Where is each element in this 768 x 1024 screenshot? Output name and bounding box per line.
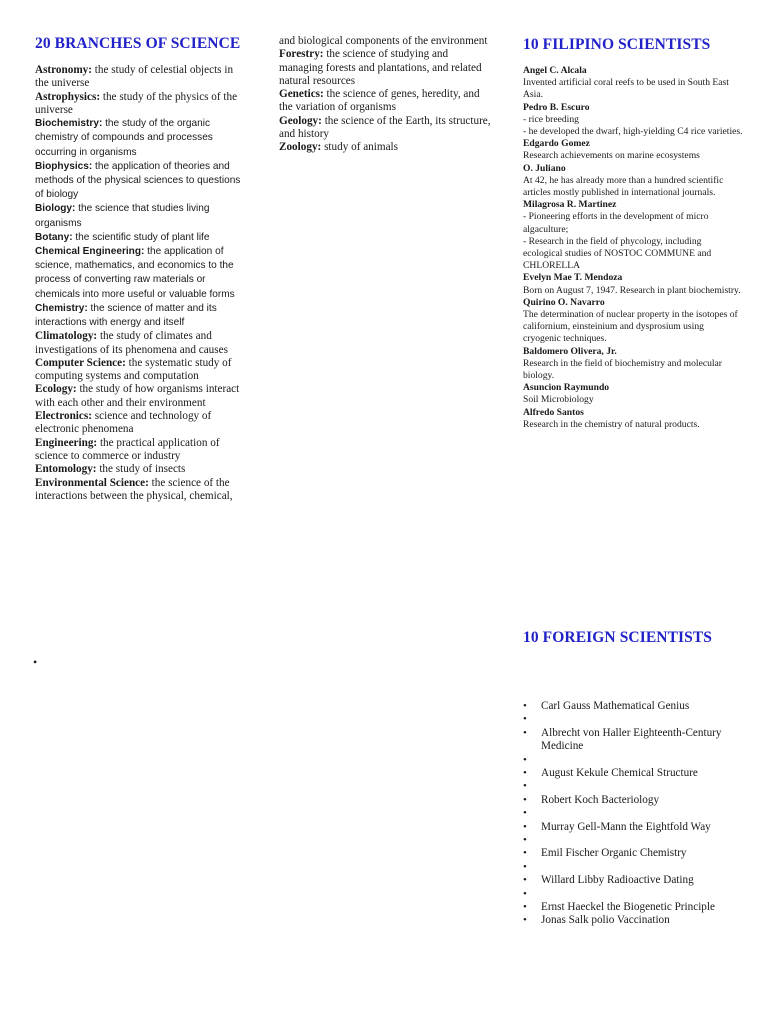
branch-entry [279, 88, 494, 115]
scientist-description: - he developed the dwarf, high-yielding C4 rice varieties. [523, 126, 743, 138]
filipino-list [523, 65, 743, 431]
branch-entry [35, 463, 247, 476]
foreign-scientist-item: • Carl Gauss Mathematical Genius [523, 700, 743, 713]
branch-entry [35, 202, 247, 230]
branch-term: Engineering: [35, 436, 98, 449]
branch-term: Zoology: [279, 141, 322, 154]
branch-term: Electronics: [35, 410, 92, 423]
scientist-description: Born on August 7, 1947. Research in plant biochemistry. [523, 284, 741, 296]
scientist-description: Soil Microbiology [523, 394, 594, 406]
scientist-description: Invented artificial coral reefs to be used in South East Asia. [523, 77, 729, 101]
branch-entry [35, 160, 247, 203]
branch-entry [35, 357, 247, 384]
empty-bullet-item [523, 807, 743, 820]
branch-term: Biology: [35, 203, 76, 215]
branch-definition: the science of the Earth, its structure, and history [279, 114, 491, 141]
branches-column-2 [279, 35, 494, 155]
branch-entry [279, 115, 494, 142]
branch-definition: the application of science, mathematics, and economics to the process of converting raw materials or chemicals into more useful or valuable forms [35, 246, 235, 300]
branch-term: Climatology: [35, 330, 98, 343]
branch-term: Biochemistry: [35, 118, 103, 130]
scientist-description: - rice breeding [523, 113, 579, 125]
branch-definition: the study of climates and investigations of its phenomena and causes [35, 330, 228, 356]
branch-definition: the science of genes, heredity, and the variation of organisms [279, 88, 480, 114]
branch-entry [35, 64, 247, 91]
scientist-name: Edgardo Gomez [523, 138, 590, 150]
branch-entry [35, 477, 247, 504]
branch-term: Botany: [35, 231, 73, 243]
branches-list-continued [279, 48, 494, 154]
scientist-description: - Research in the field of phycology, including ecological studies of NOSTOC COMMUNE and CHLORELLA [523, 235, 712, 272]
branch-term: Chemical Engineering: [35, 246, 145, 258]
branch-term: Forestry: [279, 48, 324, 61]
branch-entry [279, 48, 494, 88]
branch-definition: the study of the physics of the universe [35, 90, 238, 116]
branch-definition: the science that studies living organisms [35, 203, 210, 229]
branch-entry [35, 302, 247, 330]
branches-list [35, 64, 247, 503]
foreign-scientist-item: • Ernst Haeckel the Biogenetic Principle [523, 901, 743, 914]
branch-definition: the study of the organic chemistry of compounds and processes occurring in organisms [35, 118, 213, 158]
scientist-description: Research achievements on marine ecosystems [523, 150, 700, 162]
scientist-name: O. Juliano [523, 162, 566, 174]
branch-definition: the science of matter and its interactions with energy and itself [35, 302, 217, 329]
empty-bullet-item [523, 713, 743, 726]
scientist-description: - Pioneering efforts in the development of micro algaculture; [523, 211, 709, 235]
branch-term: Environmental Science: [35, 476, 149, 489]
branch-entry [35, 383, 247, 410]
branch-entry [35, 410, 247, 437]
branch-term: Computer Science: [35, 356, 126, 369]
branch-entry [35, 245, 247, 302]
foreign-heading: 10 FOREIGN SCIENTISTS [523, 629, 713, 646]
scientist-description: The determination of nuclear property in the isotopes of californium, einsteinium and dysprosium using cryogenic techniques. [523, 309, 738, 345]
scientist-description: At 42, he has already more than a hundred scientific articles mostly published in international journals. [523, 174, 724, 199]
foreign-scientist-item: • Albrecht von Haller Eighteenth-Century Medicine [523, 727, 743, 754]
branch-definition: the study of how organisms interact with each other and their environment [35, 383, 240, 409]
branch-entry [35, 330, 247, 357]
empty-bullet-item [523, 754, 743, 767]
branch-definition: study of animals [321, 141, 399, 154]
scientist-name: Alfredo Santos [523, 406, 584, 418]
branch-definition: the practical application of science to commerce or industry [35, 436, 220, 462]
branch-entry [35, 117, 247, 160]
foreign-scientist-item: • August Kekule Chemical Structure [523, 767, 743, 780]
empty-bullet-item [523, 861, 743, 874]
branch-term: Ecology: [35, 383, 77, 396]
branch-entry [35, 231, 247, 245]
foreign-scientist-item: • Willard Libby Radioactive Dating [523, 874, 743, 887]
branch-entry [35, 437, 247, 464]
branch-definition: the systematic study of computing systems and computation [35, 356, 232, 383]
filipino-scientists-section [523, 35, 743, 431]
scientist-name: Milagrosa R. Martinez [523, 199, 617, 211]
stray-bullet: • [33, 655, 38, 669]
branch-term: Chemistry: [35, 302, 88, 314]
filipino-heading: 10 FILIPINO SCIENTISTS [523, 36, 711, 53]
foreign-scientist-item: • Emil Fischer Organic Chemistry [523, 847, 743, 860]
branches-column-1 [35, 34, 247, 503]
branch-definition: the science of the interactions between the physical, chemical, [35, 476, 233, 502]
scientist-description: Research in the field of biochemistry and molecular biology. [523, 357, 723, 382]
scientist-name: Angel C. Alcala [523, 65, 587, 76]
scientist-name: Quirino O. Navarro [523, 296, 605, 308]
scientist-name: Evelyn Mae T. Mendoza [523, 272, 623, 284]
foreign-scientists-section [523, 628, 743, 928]
branch-term: Entomology: [35, 463, 97, 476]
branch-definition: the scientific study of plant life [72, 231, 210, 243]
scientist-name: Pedro B. Escuro [523, 101, 590, 113]
branch-entry [35, 91, 247, 118]
empty-bullet-item [523, 888, 743, 901]
branch-term: Astrophysics: [35, 90, 101, 103]
branches-heading: 20 BRANCHES OF SCIENCE [35, 35, 241, 52]
foreign-list [523, 700, 743, 928]
branch-definition: the study of celestial objects in the universe [35, 64, 234, 90]
foreign-scientist-item: • Jonas Salk polio Vaccination [523, 914, 743, 927]
branch-term: Astronomy: [35, 64, 92, 76]
scientist-name: Asuncion Raymundo [523, 382, 610, 394]
foreign-scientist-item: • Robert Koch Bacteriology [523, 794, 743, 807]
empty-bullet-item [523, 834, 743, 847]
foreign-scientist-item: • Murray Gell-Mann the Eightfold Way [523, 821, 743, 834]
branch-entry [279, 141, 494, 154]
branch-definition: science and technology of electronic phenomena [35, 410, 212, 436]
branch-term: Biophysics: [35, 160, 93, 172]
branches-continuation: and biological components of the environment [279, 35, 488, 47]
branch-definition: the application of theories and methods of the physical sciences to questions of biology [35, 160, 241, 201]
branch-definition: the science of studying and managing forests and plantations, and related natural resources [279, 48, 482, 87]
scientist-description: Research in the chemistry of natural products. [523, 418, 700, 430]
branch-term: Genetics: [279, 88, 324, 101]
branch-definition: the study of insects [96, 463, 186, 476]
scientist-name: Baldomero Olivera, Jr. [523, 345, 617, 357]
empty-bullet-item [523, 780, 743, 793]
branch-term: Geology: [279, 114, 322, 127]
